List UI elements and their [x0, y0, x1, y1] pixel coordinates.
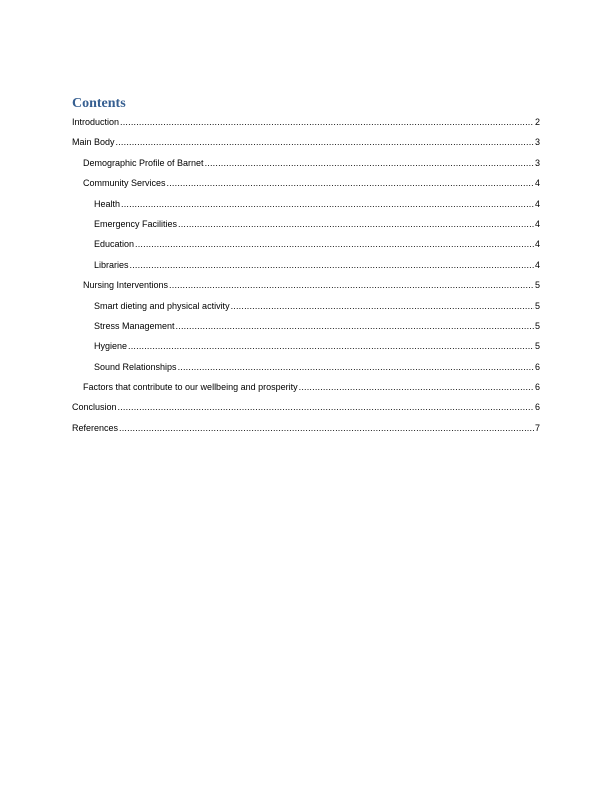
toc-dot-leader	[135, 234, 534, 254]
toc-entry-title: Emergency Facilities	[94, 218, 178, 229]
toc-entry-libraries[interactable]	[72, 255, 540, 275]
toc-dot-leader	[119, 418, 534, 438]
toc-dot-leader	[205, 153, 534, 173]
toc-page-number: 5	[534, 280, 540, 291]
toc-dot-leader	[299, 377, 534, 397]
toc-page-number: 6	[534, 361, 540, 372]
toc-dot-leader	[130, 255, 534, 275]
table-of-contents	[72, 112, 540, 438]
toc-page-number: 7	[534, 422, 540, 433]
toc-entry-title: Demographic Profile of Barnet	[83, 157, 204, 168]
toc-page-number: 5	[534, 300, 540, 311]
toc-page-number: 4	[534, 198, 540, 209]
toc-dot-leader	[167, 173, 534, 193]
toc-dot-leader	[178, 357, 534, 377]
toc-page-number: 6	[534, 382, 540, 393]
toc-entry-title: Conclusion	[72, 402, 117, 413]
toc-page-number: 3	[534, 137, 540, 148]
toc-entry-title: Nursing Interventions	[83, 280, 169, 291]
toc-entry-introduction[interactable]	[72, 112, 540, 132]
toc-entry-title: Education	[94, 239, 135, 250]
toc-entry-main-body[interactable]	[72, 132, 540, 152]
toc-entry-title: Factors that contribute to our wellbeing and prosperity	[83, 382, 298, 393]
toc-page-number: 4	[534, 178, 540, 189]
toc-heading: Contents	[72, 96, 126, 111]
toc-page-number: 3	[534, 157, 540, 168]
toc-entry-wellbeing-factors[interactable]	[72, 377, 540, 397]
toc-dot-leader	[176, 316, 534, 336]
toc-entry-title: Introduction	[72, 117, 120, 127]
toc-dot-leader	[120, 112, 534, 132]
toc-dot-leader	[118, 397, 534, 417]
toc-entry-hygiene[interactable]	[72, 336, 540, 356]
toc-entry-community-services[interactable]	[72, 173, 540, 193]
toc-entry-title: Hygiene	[94, 341, 128, 352]
toc-dot-leader	[128, 336, 534, 356]
toc-dot-leader	[169, 275, 534, 295]
toc-entry-title: Community Services	[83, 178, 166, 189]
toc-entry-title: Sound Relationships	[94, 361, 177, 372]
toc-page-number: 5	[534, 320, 540, 331]
toc-dot-leader	[231, 296, 534, 316]
toc-entry-references[interactable]	[72, 418, 540, 438]
toc-entry-nursing-interventions[interactable]	[72, 275, 540, 295]
toc-page-number: 4	[534, 239, 540, 250]
toc-entry-stress-management[interactable]	[72, 316, 540, 336]
toc-entry-emergency-facilities[interactable]	[72, 214, 540, 234]
toc-entry-title: Smart dieting and physical activity	[94, 300, 230, 311]
toc-dot-leader	[116, 132, 534, 152]
toc-dot-leader	[121, 194, 534, 214]
toc-entry-title: Libraries	[94, 259, 129, 270]
toc-entry-health[interactable]	[72, 194, 540, 214]
toc-page-number: 4	[534, 218, 540, 229]
toc-page-number: 5	[534, 341, 540, 352]
toc-entry-conclusion[interactable]	[72, 397, 540, 417]
toc-entry-education[interactable]	[72, 234, 540, 254]
toc-entry-title: References	[72, 422, 119, 433]
toc-entry-title: Main Body	[72, 137, 115, 148]
toc-entry-smart-dieting[interactable]	[72, 296, 540, 316]
toc-page-number: 4	[534, 259, 540, 270]
toc-dot-leader	[178, 214, 534, 234]
toc-entry-title: Stress Management	[94, 320, 175, 331]
toc-page-number: 2	[534, 117, 540, 127]
toc-entry-title: Health	[94, 198, 121, 209]
toc-entry-demographic-profile[interactable]	[72, 153, 540, 173]
toc-entry-sound-relationships[interactable]	[72, 357, 540, 377]
toc-page-number: 6	[534, 402, 540, 413]
